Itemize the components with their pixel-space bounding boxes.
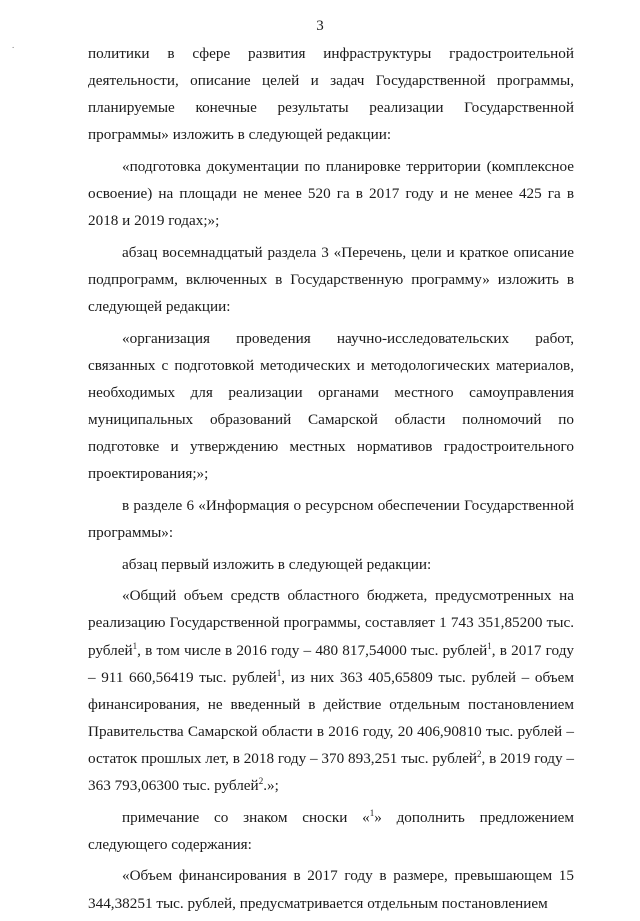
- paragraph-7-text-4: , из них 363 405,65809 тыс. рублей – объем финансирования, не введенный в действие отдельным постановлением Правительства Самарской области в 2016 году, 20 406,90810 тыс. рублей – остаток прошлых лет, в 2018 году – 370 893,251 тыс. рублей: [88, 668, 574, 767]
- page-number: 3: [316, 18, 324, 34]
- footnote-mark: 1: [132, 640, 138, 651]
- footnote-mark: 1: [487, 640, 492, 651]
- document-body: [88, 40, 574, 921]
- paragraph-8-text-1: примечание со знаком сноски «: [122, 808, 370, 826]
- paragraph-1: политики в сфере развития инфраструктуры градостроительной деятельности, описание целей и задач Государственной программы, планируемые конечные результаты реализации Государственной программы» изложить в следующей редакции:: [88, 45, 574, 144]
- paragraph-7-text-2: , в том числе в 2016 году – 480 817,54000 тыс. рублей: [137, 641, 488, 659]
- footnote-mark: 1: [369, 807, 375, 818]
- paragraph-8: [88, 804, 574, 858]
- paragraph-6: абзац первый изложить в следующей редакции:: [122, 555, 432, 573]
- paragraph-7-text-5: , в 2019 году – 363 793,06300 тыс. рублей: [88, 749, 574, 794]
- paragraph-3: абзац восемнадцатый раздела 3 «Перечень, цели и краткое описание подпрограмм, включенных в Государственную программу» изложить в следующей редакции:: [88, 243, 574, 316]
- footnote-mark: 2: [258, 776, 264, 786]
- paragraph-7-text-1: «Общий объем средств областного бюджета, предусмотренных на реализацию Государственной программы, составляет 1 743 351,85200 тыс. рублей: [88, 587, 574, 659]
- paragraph-7-text-3: , в 2017 году – 911 660,56419 тыс. рублей: [88, 641, 575, 686]
- footnote-mark: 2: [476, 748, 482, 759]
- paragraph-5: в разделе 6 «Информация о ресурсном обеспечении Государственной программы»:: [88, 496, 574, 541]
- paragraph-7: [88, 582, 574, 799]
- footnote-mark: 1: [276, 667, 282, 678]
- paragraph-8-text-2: » дополнить предложением следующего содержания:: [88, 808, 575, 853]
- paragraph-9: «Объем финансирования в 2017 году в размере, превышающем 15 344,38251 тыс. рублей, предусматривается отдельным постановлением: [88, 867, 574, 912]
- margin-mark: .: [12, 40, 15, 50]
- paragraph-2: «подготовка документации по планировке территории (комплексное освоение) на площади не менее 520 га в 2017 году и не менее 425 га в 2018 и 2019 годах;»;: [88, 157, 574, 230]
- paragraph-4: «организация проведения научно-исследовательских работ, связанных с подготовкой методических и методологических материалов, необходимых для реализации органами местного самоуправления муниципальных образований Самарской области полномочий по подготовке и утверждению местных нормативов градостроительного проектирования;»;: [88, 329, 574, 483]
- paragraph-7-text-6: .»;: [263, 777, 279, 794]
